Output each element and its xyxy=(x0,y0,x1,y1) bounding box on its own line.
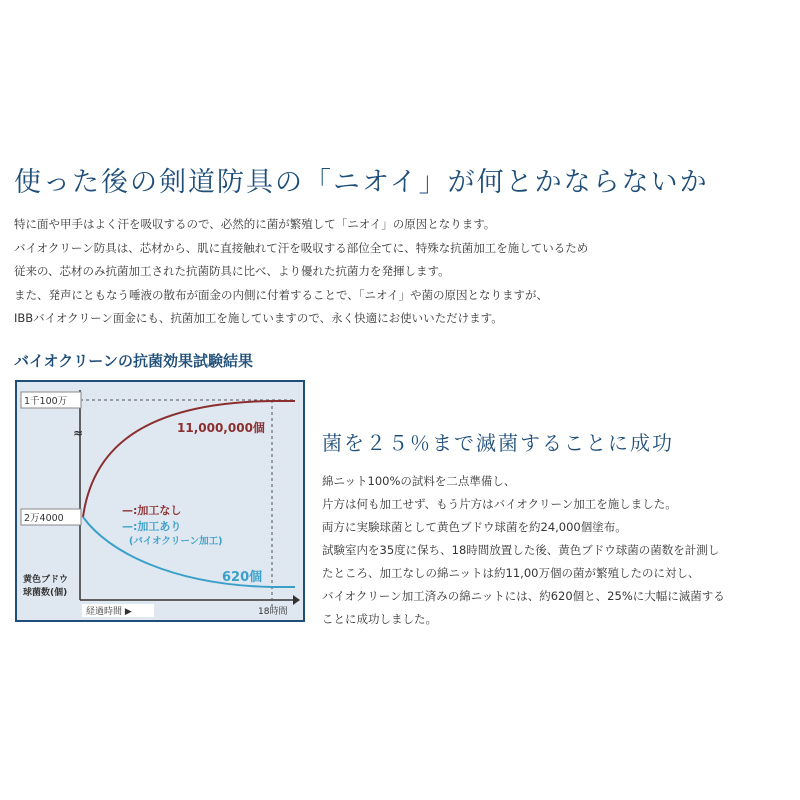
result-text xyxy=(322,470,792,631)
y-axis-label: 黄色ブドウ xyxy=(23,575,69,585)
intro-text xyxy=(14,213,794,331)
x-end-label: 18時間 xyxy=(258,607,288,617)
intro-line: 従来の、芯材のみ抗菌加工された抗菌防具に比べ、より優れた抗菌力を発揮します。 xyxy=(14,264,450,278)
x-axis-arrow xyxy=(293,595,300,605)
page-headline: 使った後の剣道防具の「ニオイ」が何とかならないか xyxy=(14,167,709,198)
intro-line: バイオクリーン防具は、芯材から、肌に直接触れて汗を吸収する部位全てに、特殊な抗菌加工を施しているため xyxy=(14,240,589,255)
result-line: たところ、加工なしの綿ニットは約11,00万個の菌が繁殖したのに対し、 xyxy=(322,566,700,580)
legend-treated-sub: (バイオクリーン加工) xyxy=(129,536,223,547)
y-tick-label: 2万4000 xyxy=(24,513,64,524)
result-line: ことに成功しました。 xyxy=(322,612,437,626)
series-line-untreated xyxy=(83,401,295,517)
result-line: 片方は何も加工せず、もう片方はバイオクリーン加工を施しました。 xyxy=(322,497,677,511)
section-title: バイオクリーンの抗菌効果試験結果 xyxy=(14,352,253,370)
intro-line: IBBバイオクリーン面金にも、抗菌加工を施していますので、永く快適にお使いいただけます。 xyxy=(14,311,503,325)
x-axis-label: 経過時間 ▶ xyxy=(86,607,132,617)
series-line-treated xyxy=(83,517,295,587)
intro-line: また、発声にともなう唾液の散布が面金の内側に付着することで、「ニオイ」や菌の原因となりますが、 xyxy=(14,287,548,302)
bacteria-chart xyxy=(17,382,303,620)
axis-break-mark: ≈ xyxy=(73,426,84,440)
result-title: 菌を２５％まで滅菌することに成功 xyxy=(322,431,674,455)
chart-panel xyxy=(15,380,305,622)
legend-untreated: —:加工なし xyxy=(122,504,182,517)
legend-treated: —:加工あり xyxy=(122,520,182,533)
result-line: 両方に実験球菌として黄色ブドウ球菌を約24,000個塗布。 xyxy=(322,520,627,534)
intro-line: 特に面や甲手はよく汗を吸収するので、必然的に菌が繁殖して「ニオイ」の原因となります。 xyxy=(14,217,496,231)
result-line: 試験室内を35度に保ち、18時間放置した後、黄色ブドウ球菌の菌数を計測し xyxy=(322,543,720,557)
result-line: 綿ニット100%の試料を二点準備し、 xyxy=(322,474,516,488)
data-label-treated: 620個 xyxy=(222,570,263,585)
result-line: バイオクリーン加工済みの綿ニットには、約620個と、25%に大幅に滅菌する xyxy=(322,589,725,603)
data-label-untreated: 11,000,000個 xyxy=(177,421,265,435)
y-tick-label: 1千100万 xyxy=(24,396,68,407)
y-axis-label: 球菌数(個) xyxy=(23,588,68,598)
